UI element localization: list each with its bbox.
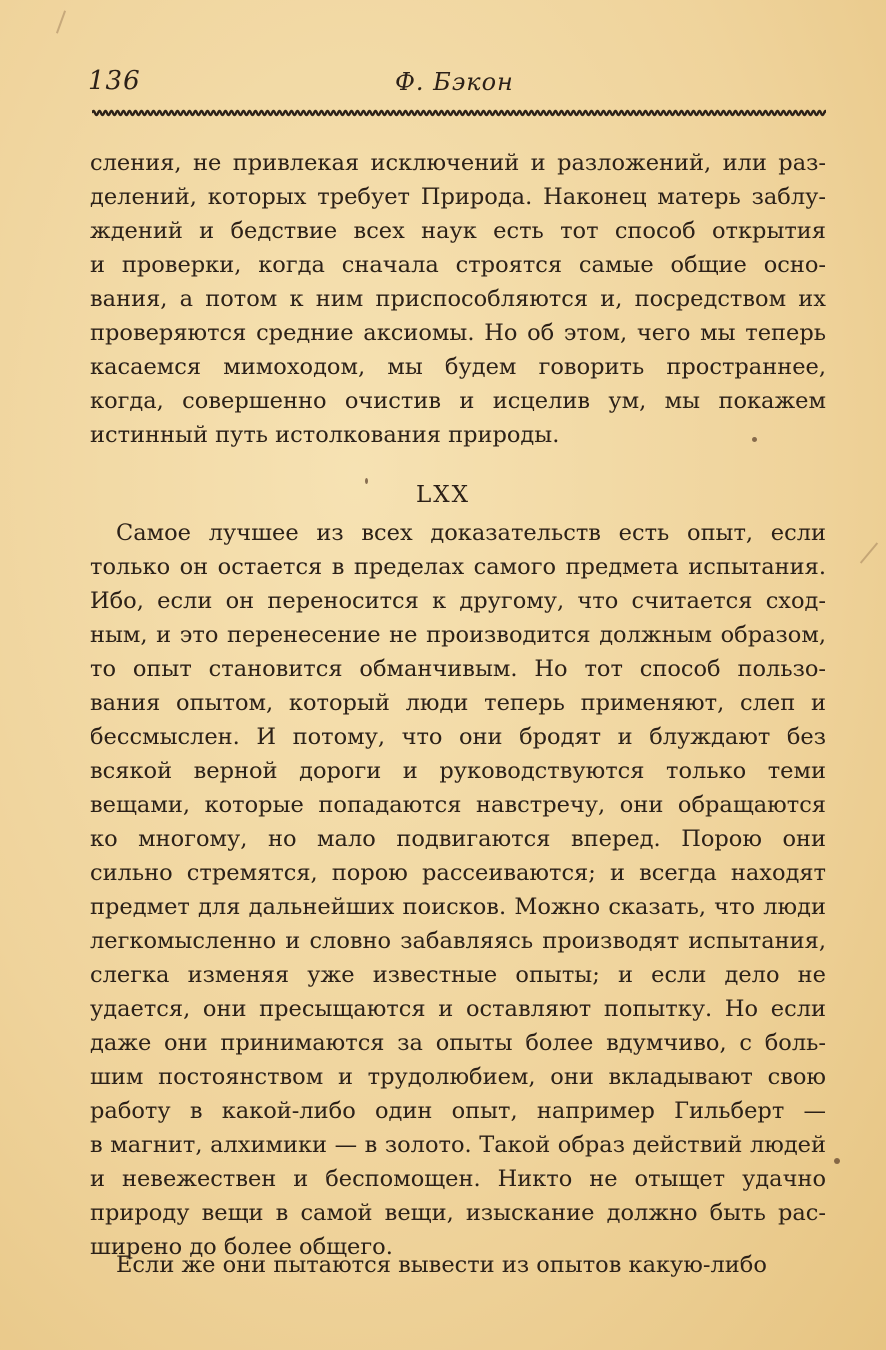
text-line: ным, и это перенесение не производится должным образом, (90, 622, 826, 648)
text-line: делений, которых требует Природа. Наконец матерь заблу- (90, 184, 826, 210)
text-line: сления, не привлекая исключений и разложений, или раз- (90, 150, 826, 176)
text-line: Ибо, если он переносится к другому, что считается сход- (90, 588, 826, 614)
print-speck (834, 1158, 840, 1164)
print-speck (752, 437, 757, 442)
text-line: вания, а потом к ним приспособляются и, посредством их (90, 286, 826, 312)
text-line: даже они принимаются за опыты более вдумчиво, с боль- (90, 1030, 826, 1056)
text-line: касаемся мимоходом, мы будем говорить пространнее, (90, 354, 826, 380)
text-line: Самое лучшее из всех доказательств есть опыт, если (116, 520, 826, 546)
text-line: ждений и бедствие всех наук есть тот способ открытия (90, 218, 826, 244)
text-line: проверяются средние аксиомы. Но об этом, чего мы теперь (90, 320, 826, 346)
text-line: и проверки, когда сначала строятся самые общие осно- (90, 252, 826, 278)
text-line: природу вещи в самой вещи, изыскание должно быть рас- (90, 1200, 826, 1226)
text-line: работу в какой-либо один опыт, например Гильберт — (90, 1098, 826, 1124)
text-line: истинный путь истолкования природы. (90, 422, 560, 448)
text-line: шим постоянством и трудолюбием, они вкладывают свою (90, 1064, 826, 1090)
text-line: слегка изменяя уже известные опыты; и если дело не (90, 962, 826, 988)
text-line: предмет для дальнейших поисков. Можно сказать, что люди (90, 894, 826, 920)
paper-scratch (56, 10, 66, 33)
decorative-wavy-rule (92, 108, 826, 118)
text-line: в магнит, алхимики — в золото. Такой образ действий людей (90, 1132, 826, 1158)
text-line: то опыт становится обманчивым. Но тот способ пользо- (90, 656, 826, 682)
running-title: Ф. Бэкон (395, 68, 514, 96)
paper-scratch (860, 542, 878, 563)
text-line: удается, они пресыщаются и оставляют попытку. Но если (90, 996, 826, 1022)
text-line: ко многому, но мало подвигаются вперед. Порою они (90, 826, 826, 852)
text-line: только он остается в пределах самого предмета испытания. (90, 554, 826, 580)
text-line: ширено до более общего. (90, 1234, 393, 1260)
page-number: 136 (88, 66, 141, 96)
text-line: и невежествен и беспомощен. Никто не отыщет удачно (90, 1166, 826, 1192)
text-line: вещами, которые попадаются навстречу, они обращаются (90, 792, 826, 818)
text-line: сильно стремятся, порою рассеиваются; и всегда находят (90, 860, 826, 886)
text-line: легкомысленно и словно забавляясь производят испытания, (90, 928, 826, 954)
text-line: бессмыслен. И потому, что они бродят и блуждают без (90, 724, 826, 750)
print-speck (365, 478, 368, 484)
text-line: вания опытом, который люди теперь применяют, слеп и (90, 690, 826, 716)
text-line: Если же они пытаются вывести из опытов какую-либо (116, 1252, 767, 1278)
text-line: когда, совершенно очистив и исцелив ум, мы покажем (90, 388, 826, 414)
text-line: всякой верной дороги и руководствуются только теми (90, 758, 826, 784)
section-heading: LXX (415, 482, 471, 508)
